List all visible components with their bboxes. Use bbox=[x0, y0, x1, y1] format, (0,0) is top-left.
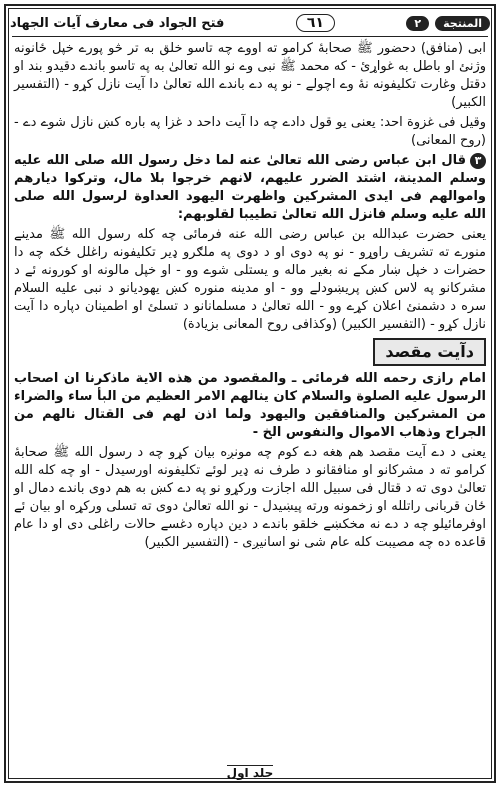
header-divider bbox=[12, 36, 488, 37]
item-number-badge: ٣ bbox=[470, 153, 486, 169]
paragraph-6: یعنی د دے آیت مقصد هم هغه دے کوم چه مونږه بیان کړو چه د رسول الله ﷺ صحابهٔ کرامو ته د مشرکانو او منافقانو د طرف نه ډیر لوئے تکلیفونه اورسیدل - او چه کله الله تعالیٰ دوی ته د قتال فی سبیل الله اجازت ورکړو نو په دے کښ به هم دوی باندے دمال او ځان قربانی راتلله او زخمونه ورته پیښیدل - نو الله تعالیٰ دوی ته تسلی ورکړه او بیان ئے اوفرمائیلو چه د دے نه مخکښے خلقو باندے د دین دپاره دغسے حالات راغلی دی او دا عام قاعده ده چه مصیبت کله عام شی نو اسانیږی - (التفسیر الکبیر) bbox=[14, 445, 486, 550]
paragraph-3-text: قال ابن عباس رضی الله تعالیٰ عنه لما دخل رسول الله صلی الله علیه وسلم المدینة، اشتد الضرر علیهم، لانهم خرجوا بلا مال، وترکوا دیارهم واموالهم فی ایدی المشرکین واظهرت الیهود العداوة لرسول الله صلی الله علیه وسلم فانزل الله تعالیٰ تطییبا لقلوبهم: bbox=[14, 153, 486, 222]
page-header bbox=[10, 10, 490, 36]
paragraph-5-arabic: امام رازی رحمه الله فرمائی ـ والمقصود من هذه الایة ماذکرنا ان اصحاب الرسول علیه الصلوة والسلام کان ینالهم الامر العظیم من البأ ساء والضراء من المشرکین والمنافقین والیهود ولما اذن لهم فی القتال نالهم من الجراح وذهاب الاموال والنفوس الخ - bbox=[14, 371, 486, 440]
surah-label: المنتجة bbox=[435, 16, 490, 31]
part-number: ٢ bbox=[406, 16, 429, 31]
paragraph-4: یعنی حضرت عبدالله بن عباس رضی الله عنه فرمائی چه کله رسول الله ﷺ مدینے منورے ته تشریف راوړو - نو په دوی او د دوی په ملګرو ډیر تکلیفونه راغلل ځکه چه دا حضرات د خپل ښار مکے نه بغیر ماله و یستلی شوے وو - او خپل مالونه او کورونه ئے د مشرکانو په لاس کښ پریښودلے وو - او مدینه منوره کښ یهودیانو د نبی علیه السلام سره د دشمنئ اعلان کړے وو - الله تعالیٰ د مسلمانانو د تسلئ او اطمینان دپاره دا آیت نازل کړو - (التفسیر الکبیر) (وکذافی روح المعانی بزیادة) bbox=[14, 227, 486, 332]
page-content bbox=[14, 40, 486, 760]
book-title: فتح الجواد فى معارف آيات الجهاد bbox=[10, 15, 225, 31]
paragraph-3-arabic bbox=[14, 152, 486, 224]
volume-label: جلد اول bbox=[226, 765, 274, 780]
paragraph-1: ابی (منافق) دحضور ﷺ صحابهٔ کرامو ته اووے چه تاسو خلق به تر څو پورے خپل ځانونه وژنئ او باطل به غواړئ - که محمد ﷺ نبی وے نو الله تعالیٰ به په تاسو باندے دقیدو بند او دقتل وغارت تکلیفونه نۀ وے اچولے - نو په دے باندے الله تعالیٰ دا آیت نازل کړو - (التفسیر الکبیر) bbox=[14, 41, 486, 110]
page-number: ٦١ bbox=[296, 14, 335, 32]
section-heading: دآیت مقصد bbox=[373, 338, 486, 366]
header-surah-info bbox=[406, 16, 490, 31]
section-heading-row bbox=[14, 338, 486, 366]
paragraph-2: وقیل فی غزوة احد: یعنی یو قول دادے چه دا آیت داحد د غزا په باره کښ نازل شوے دے - (روح المعانی) bbox=[14, 115, 486, 148]
page-footer bbox=[10, 763, 490, 781]
